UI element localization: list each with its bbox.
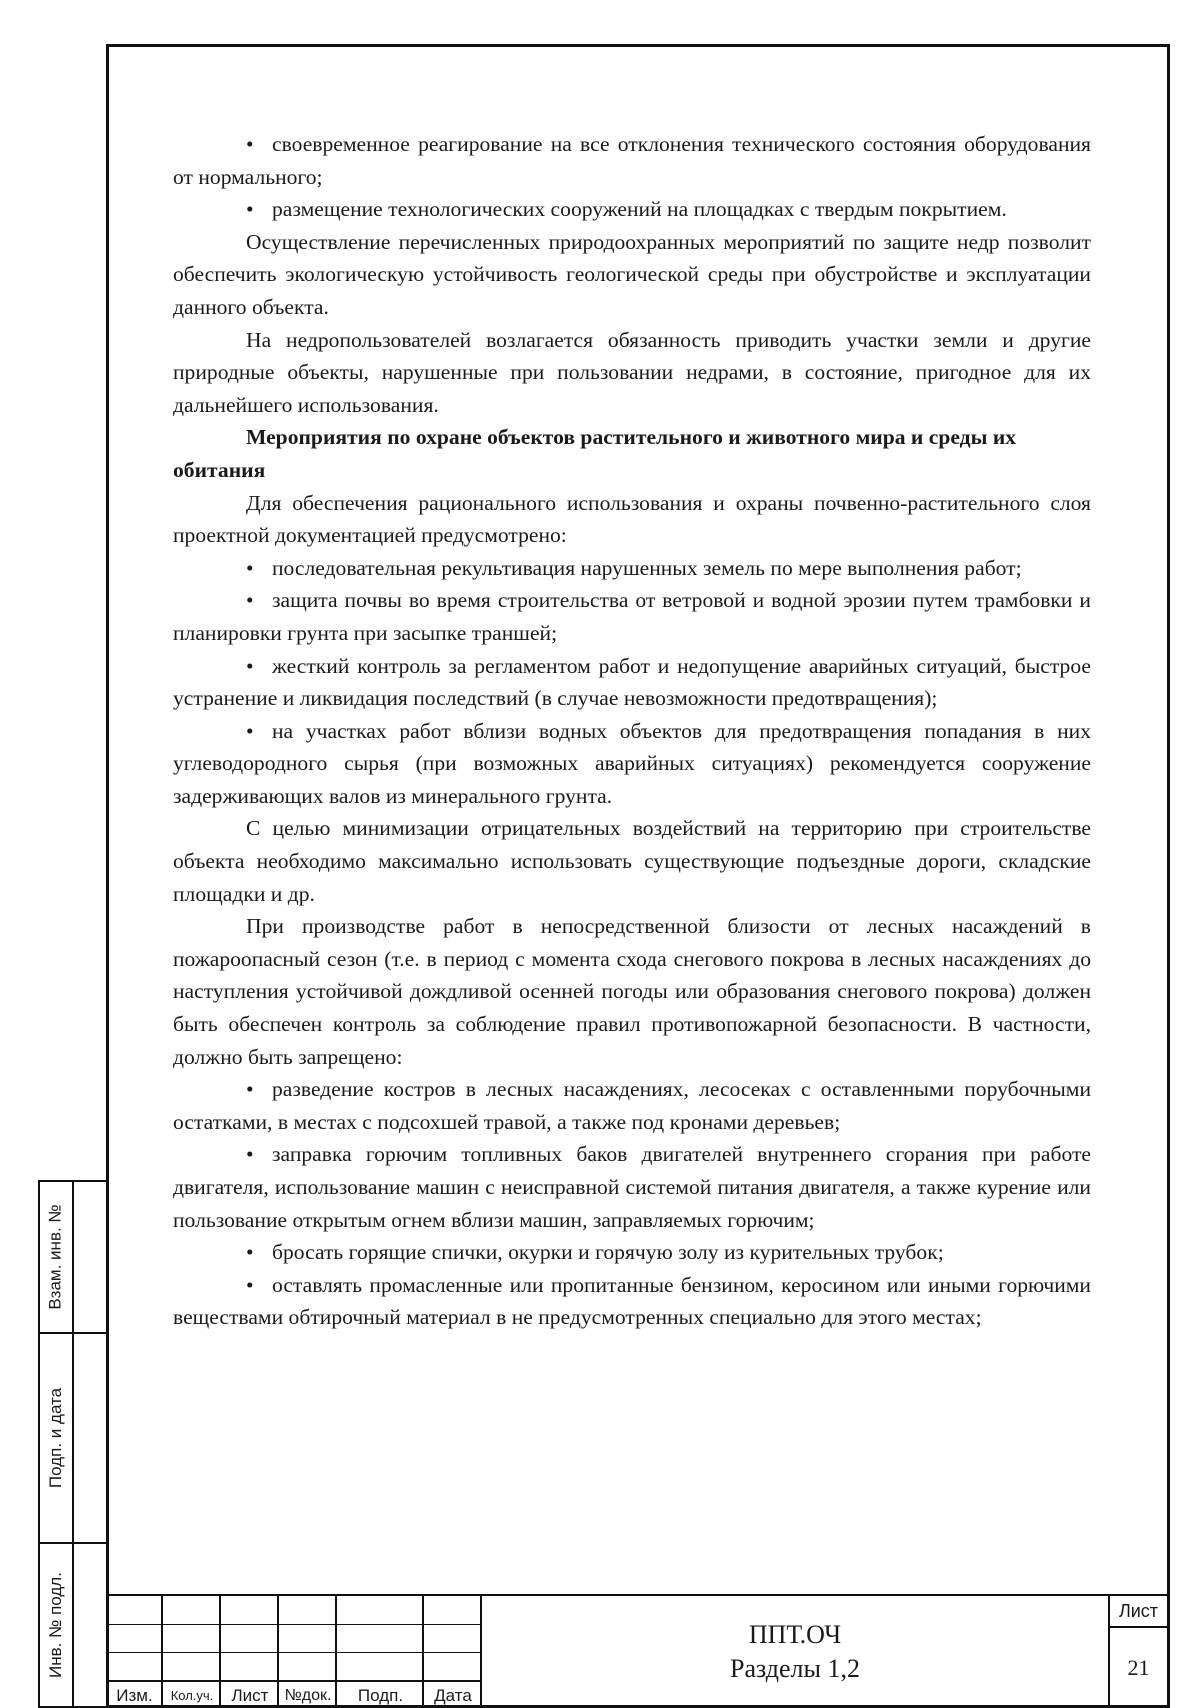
bullet-icon: • [246, 197, 254, 222]
revision-grid [106, 1596, 482, 1708]
col-nomer-dok: №док. [284, 1687, 332, 1704]
side-stamp [38, 1180, 106, 1708]
col-data: Дата [434, 1686, 472, 1705]
bullet-text: своевременное реагирование на все отклонения технического состояния оборудования от нормального; [173, 132, 1091, 189]
bullet-item [173, 128, 1091, 193]
bullet-icon: • [246, 132, 254, 156]
bullet-icon: • [246, 718, 254, 743]
bullet-item [173, 1236, 1091, 1269]
bullet-text: оставлять промасленные или пропитанные бензином, керосином или иными горючими веществами обтирочный материал в не предусмотренных специально для этого местах; [173, 1272, 1091, 1330]
bullet-icon: • [246, 1240, 254, 1265]
document-title [482, 1596, 1110, 1708]
sheet-label: Лист [1110, 1596, 1167, 1628]
col-kol-uch: Кол.уч. [170, 1688, 214, 1703]
stamp-inv-podl [38, 1542, 106, 1708]
paragraph: Осуществление перечисленных природоохранных мероприятий по защите недр позволит обеспечить экологическую устойчивость геологической среды при обустройстве и эксплуатации данного объекта. [173, 229, 1091, 319]
col-izm: Изм. [116, 1686, 153, 1705]
bullet-icon: • [246, 653, 254, 678]
bullet-text: на участках работ вблизи водных объектов для предотвращения попадания в них углеводородного сырья (при возможных аварийных ситуациях) рекомендуется сооружение задерживающих валов из минерального грунта. [173, 718, 1091, 808]
bullet-text: размещение технологических сооружений на площадках с твердым покрытием. [272, 197, 1007, 222]
bullet-text: жесткий контроль за регламентом работ и недопущение аварийных ситуаций, быстрое устранение и ликвидация последствий (в случае невозможности предотвращения); [173, 653, 1091, 711]
paragraph: При производстве работ в непосредственной близости от лесных насаждений в пожароопасный сезон (т.е. в период с момента схода снегового покрова в лесных насаждениях до наступления устойчивой дождливой осенней погоды или образования снегового покрова) должен быть обеспечен контроль за соблюдение правил противопожарной безопасности. В частности, должно быть запрещено: [173, 914, 1091, 1069]
stamp-vzam-inv [38, 1180, 106, 1334]
bullet-icon: • [246, 1077, 254, 1102]
section-heading: Мероприятия по охране объектов растительного и животного мира и среды их обитания [173, 425, 1017, 482]
bullet-text: разведение костров в лесных насаждениях, лесосеках с оставленными порубочными остатками, в местах с подсохшей травой, а также под кронами деревьев; [173, 1077, 1091, 1134]
document-subtitle: Разделы 1,2 [729, 1654, 860, 1683]
bullet-text: защита почвы во время строительства от ветровой и водной эрозии путем трамбовки и планировки грунта при засыпке траншей; [173, 588, 1091, 645]
document-code: ППТ.ОЧ [748, 1620, 842, 1649]
stamp-inv-podl-label: Инв. № подл. [46, 1572, 65, 1678]
col-podp: Подп. [357, 1686, 404, 1705]
paragraph: С целью минимизации отрицательных воздействий на территорию при строительстве объекта необходимо максимально использовать существующие подъездные дороги, складские площадки и др. [173, 816, 1091, 906]
bullet-icon: • [246, 1142, 254, 1167]
document-body [173, 128, 1091, 1334]
stamp-vzam-inv-label: Взам. инв. № [46, 1204, 66, 1310]
paragraph: На недропользователей возлагается обязанность приводить участки земли и другие природные объекты, нарушенные при пользовании недрами, в состояние, пригодное для их дальнейшего использования. [173, 327, 1091, 417]
bullet-item [173, 1269, 1091, 1334]
col-list: Лист [231, 1686, 269, 1705]
bullet-item [173, 715, 1091, 813]
bullet-item [173, 1073, 1091, 1138]
sheet-box [1110, 1596, 1167, 1708]
bullet-icon: • [246, 1272, 254, 1297]
sheet-number: 21 [1127, 1655, 1150, 1680]
bullet-text: последовательная рекультивация нарушенных земель по мере выполнения работ; [272, 555, 1022, 580]
bullet-item [173, 584, 1091, 649]
bullet-icon: • [246, 555, 254, 580]
bullet-item [173, 193, 1091, 226]
paragraph: Для обеспечения рационального использования и охраны почвенно-растительного слоя проектной документацией предусмотрено: [173, 490, 1091, 548]
stamp-podp-data-label: Подп. и дата [46, 1387, 66, 1489]
bullet-text: заправка горючим топливных баков двигателей внутреннего сгорания при работе двигателя, использование машин с неисправной системой питания двигателя, а также курение или пользование открытым огнем вблизи машин, заправляемых горючим; [173, 1142, 1091, 1232]
bullet-icon: • [246, 588, 254, 613]
title-block [106, 1594, 1170, 1708]
bullet-item [173, 552, 1091, 585]
bullet-item [173, 1138, 1091, 1236]
bullet-item [173, 650, 1091, 715]
stamp-podp-data [38, 1332, 106, 1544]
bullet-text: бросать горящие спички, окурки и горячую золу из курительных трубок; [272, 1240, 944, 1265]
